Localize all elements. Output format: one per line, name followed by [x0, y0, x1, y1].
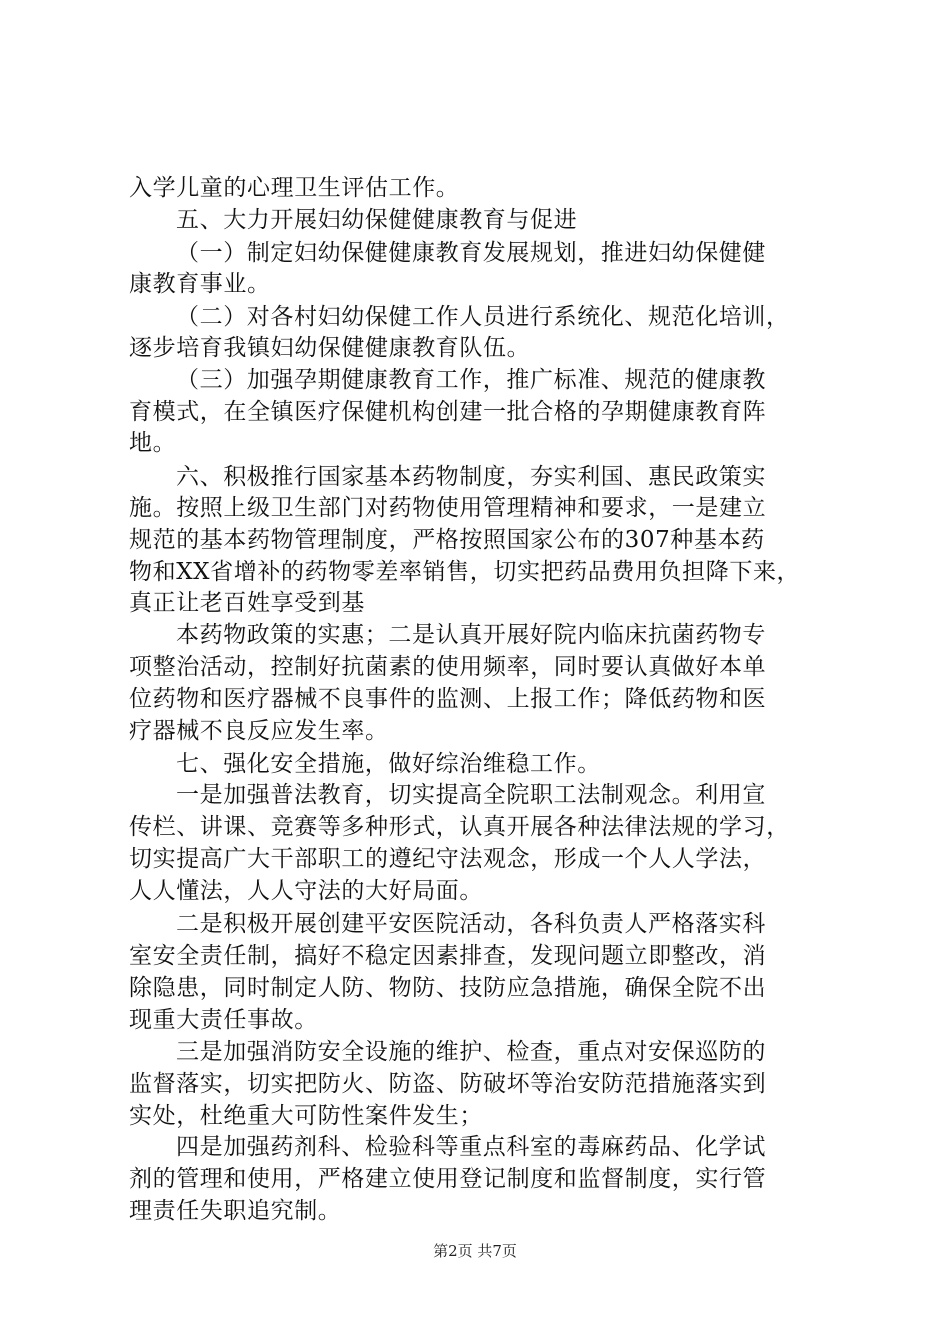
section-heading: 六、积极推行国家基本药物制度，夯实利国、惠民政策实: [176, 464, 766, 490]
body-line: 真正让老百姓享受到基: [129, 590, 365, 616]
section-heading: 五、大力开展妇幼保健健康教育与促进: [176, 207, 578, 233]
section-heading: 七、强化安全措施，做好综治维稳工作。: [176, 751, 601, 777]
body-line: 切实提高广大干部职工的遵纪守法观念，形成一个人人学法，: [129, 846, 767, 872]
body-line: 监督落实，切实把防火、防盗、防破坏等治安防范措施落实到: [129, 1071, 767, 1097]
body-line: 疗器械不良反应发生率。: [129, 718, 389, 744]
body-line: 理责任失职追究制。: [129, 1198, 342, 1224]
body-line: （三）加强孕期健康教育工作，推广标准、规范的健康教: [176, 367, 766, 393]
body-line: 位药物和医疗器械不良事件的监测、上报工作；降低药物和医: [129, 686, 767, 712]
page-number: 第2页 共7页: [433, 1242, 517, 1260]
body-line: 剂的管理和使用，严格建立使用登记制度和监督制度，实行管: [129, 1166, 767, 1192]
body-line: 室安全责任制，搞好不稳定因素排查，发现问题立即整改，消: [129, 943, 767, 969]
body-line: （一）制定妇幼保健健康教育发展规划，推进妇幼保健健: [176, 240, 766, 266]
body-line: （二）对各村妇幼保健工作人员进行系统化、规范化培训，: [176, 304, 790, 330]
body-line: 康教育事业。: [129, 271, 271, 297]
body-line: 现重大责任事故。: [129, 1007, 318, 1033]
body-line: 施。按照上级卫生部门对药物使用管理精神和要求，一是建立: [129, 495, 767, 521]
body-line: 入学儿童的心理卫生评估工作。: [129, 175, 460, 201]
body-line: 除隐患，同时制定人防、物防、技防应急措施，确保全院不出: [129, 975, 767, 1001]
body-line: 三是加强消防安全设施的维护、检查，重点对安保巡防的: [176, 1039, 766, 1065]
body-line: 物和XX省增补的药物零差率销售，切实把药品费用负担降下来，: [129, 559, 801, 585]
body-line: 规范的基本药物管理制度，严格按照国家公布的307种基本药: [129, 527, 765, 553]
body-line: 育模式，在全镇医疗保健机构创建一批合格的孕期健康教育阵: [129, 399, 767, 425]
body-line: 二是积极开展创建平安医院活动，各科负责人严格落实科: [176, 911, 766, 937]
body-line: 一是加强普法教育，切实提高全院职工法制观念。利用宣: [176, 782, 766, 808]
body-line: 人人懂法，人人守法的大好局面。: [129, 878, 483, 904]
body-line: 本药物政策的实惠；二是认真开展好院内临床抗菌药物专: [176, 622, 766, 648]
body-line: 逐步培育我镇妇幼保健健康教育队伍。: [129, 335, 531, 361]
body-line: 实处，杜绝重大可防性案件发生；: [129, 1103, 483, 1129]
body-line: 四是加强药剂科、检验科等重点科室的毒麻药品、化学试: [176, 1134, 766, 1160]
body-line: 地。: [129, 430, 177, 456]
body-line: 传栏、讲课、竞赛等多种形式，认真开展各种法律法规的学习，: [129, 814, 790, 840]
body-line: 项整治活动，控制好抗菌素的使用频率，同时要认真做好本单: [129, 654, 767, 680]
